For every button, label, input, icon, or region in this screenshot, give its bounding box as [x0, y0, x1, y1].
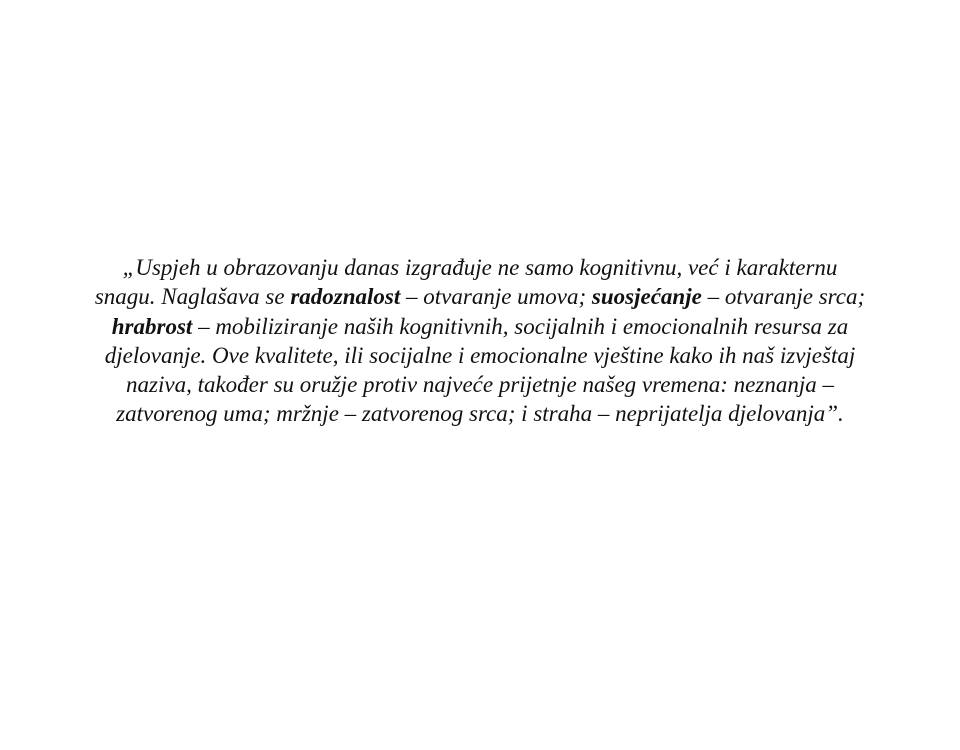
quote-text: – otvaranje srca; — [701, 284, 866, 310]
quote-text: snagu. Naglašava se — [94, 284, 291, 310]
quote-paragraph — [20, 253, 940, 429]
quote-line-3 — [20, 312, 940, 341]
quote-text: zatvorenog uma; mržnje – zatvorenog srca; i straha – neprijatelja djelovanja”. — [116, 401, 844, 427]
quote-line-2 — [20, 282, 940, 311]
quote-text: – otvaranje umova; — [400, 284, 592, 310]
quote-text: naziva, također su oružje protiv najveće prijetnje našeg vremena: neznanja – — [126, 372, 834, 398]
quote-line-4 — [20, 341, 940, 370]
quote-line-5 — [20, 370, 940, 399]
emphasis-curiosity: radoznalost — [290, 284, 401, 310]
quote-text: „Uspjeh u obrazovanju danas izgrađuje ne samo kognitivnu, već i karakternu — [122, 255, 838, 280]
emphasis-compassion: suosjećanje — [591, 284, 702, 310]
emphasis-courage: hrabrost — [111, 313, 193, 339]
quote-text: – mobiliziranje naših kognitivnih, socijalnih i emocionalnih resursa za — [192, 313, 849, 339]
quote-line-6 — [20, 399, 940, 428]
quote-line-1 — [20, 253, 940, 282]
quote-text: djelovanje. Ove kvalitete, ili socijalne i emocionalne vještine kako ih naš izvještaj — [104, 342, 856, 368]
